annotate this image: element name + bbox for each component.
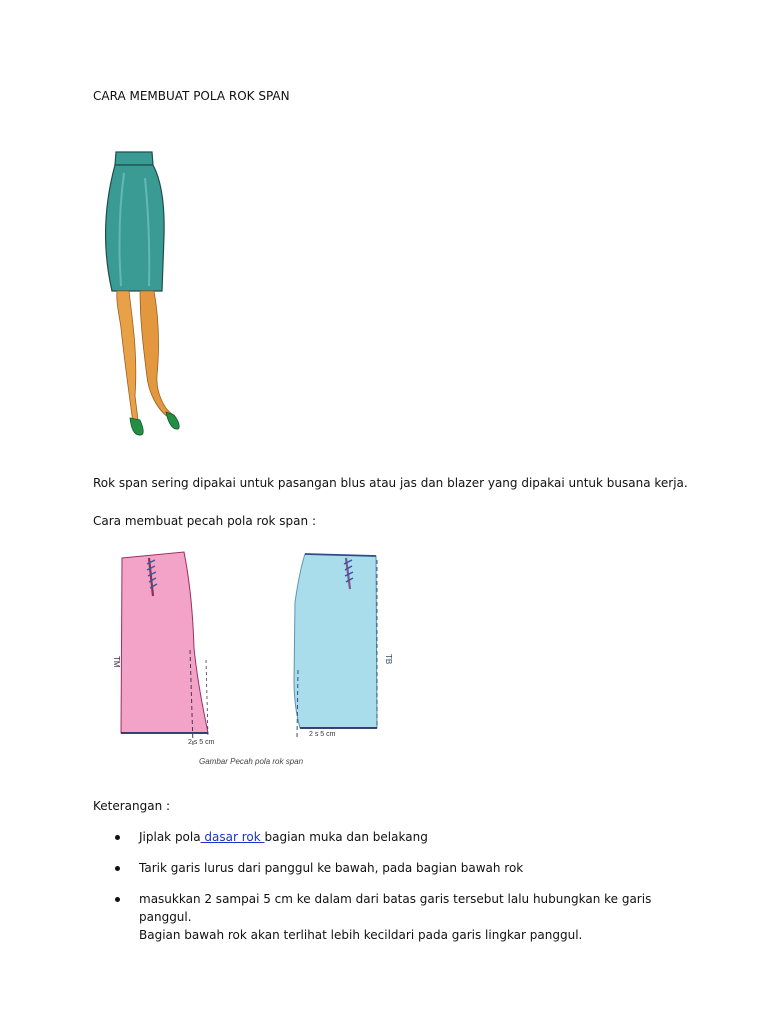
note-item-2 [93, 859, 693, 877]
figure-caption: Gambar Pecah pola rok span [199, 757, 304, 766]
note-text-1-prefix: Jiplak pola [139, 830, 201, 844]
bullet-icon [115, 866, 120, 871]
front-pattern [121, 552, 208, 745]
skirt-body [106, 165, 165, 291]
notes-title: Keterangan : [93, 799, 171, 813]
front-pattern-label: TM [112, 656, 121, 668]
note-text-3-line-2: Bagian bawah rok akan terlihat lebih kecildari pada garis lingkar panggul. [139, 928, 583, 942]
note-text-1-suffix: bagian muka dan belakang [264, 830, 428, 844]
back-measure-label: 2 s 5 cm [309, 731, 336, 738]
intro-paragraph: Rok span sering dipakai untuk pasangan blus atau jas dan blazer yang dipakai untuk busana kerja. [93, 476, 688, 490]
back-pattern [294, 554, 377, 738]
legs [117, 291, 172, 423]
skirt-waistband [115, 152, 153, 165]
note-item-1 [93, 828, 693, 846]
back-pattern-label: TB [384, 654, 393, 665]
bullet-icon [115, 897, 120, 902]
note-text-3-line-1: masukkan 2 sampai 5 cm ke dalam dari batas garis tersebut lalu hubungkan ke garis panggul. [139, 892, 652, 924]
pattern-figure [104, 540, 404, 775]
note-item-3 [93, 890, 693, 944]
page-title: CARA MEMBUAT POLA ROK SPAN [93, 89, 290, 103]
notes-list [93, 828, 693, 957]
bullet-icon [115, 835, 120, 840]
skirt-illustration [96, 148, 194, 444]
front-measure-label: 2 s 5 cm [188, 739, 215, 746]
dasar-rok-link[interactable]: dasar rok [200, 830, 265, 844]
subheading-paragraph: Cara membuat pecah pola rok span : [93, 514, 316, 528]
note-text-2: Tarik garis lurus dari panggul ke bawah, pada bagian bawah rok [139, 861, 524, 875]
